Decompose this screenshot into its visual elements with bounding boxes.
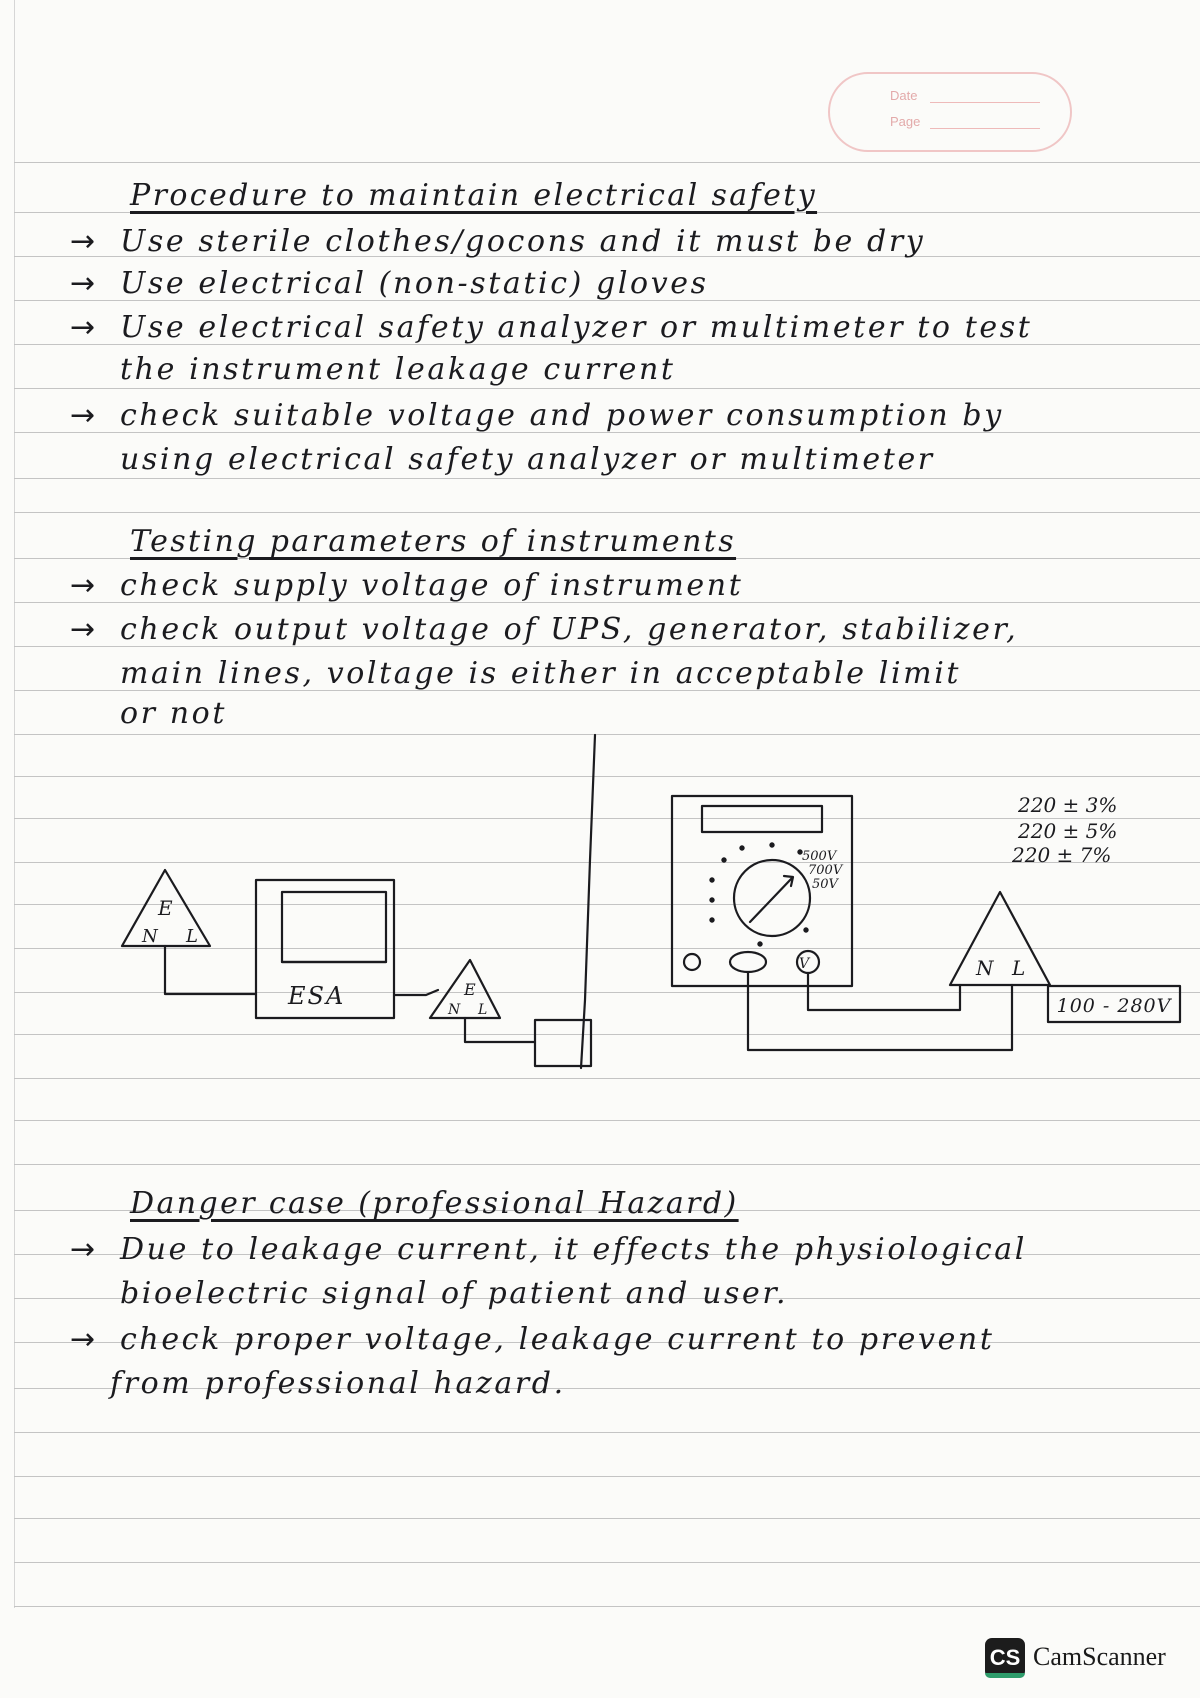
socket-n: N: [976, 956, 994, 980]
logo-text: CS: [989, 1645, 1021, 1670]
danger-item: [70, 1232, 1027, 1267]
small-plug-l: L: [478, 1002, 488, 1018]
item-text: Use sterile clothes/gocons and it must be dry: [120, 224, 926, 259]
range-label-0: 500V: [802, 849, 837, 864]
left-plug-l: L: [186, 926, 198, 947]
esa-screen: [282, 892, 386, 962]
danger-item-continued: [110, 1366, 566, 1401]
arrow-icon: →: [70, 1232, 98, 1267]
procedure-heading: Procedure to maintain electrical safety: [130, 178, 818, 213]
item-text: check supply voltage of instrument: [120, 568, 744, 603]
wire-plug-to-esa: [165, 946, 256, 994]
item-text: check proper voltage, leakage current to prevent: [120, 1322, 995, 1357]
left-plug-n: N: [142, 926, 158, 947]
tolerance-1: 220 ± 5%: [1018, 819, 1118, 843]
item-text: check suitable voltage and power consumption by: [120, 398, 1004, 433]
socket-l: L: [1012, 956, 1026, 980]
wire-meter-v-to-socket: [808, 973, 960, 1010]
arrow-icon: →: [70, 568, 98, 603]
range-label-1: 700V: [808, 863, 843, 878]
page-label: Page: [890, 114, 921, 129]
small-plug-n: N: [448, 1002, 461, 1018]
item-text: or not: [120, 696, 227, 731]
logo-accent: [985, 1673, 1025, 1678]
port-com: [684, 954, 700, 970]
arrow-icon: →: [70, 1322, 98, 1357]
small-plug-e: E: [464, 980, 476, 999]
item-text: the instrument leakage current: [120, 352, 676, 387]
testing-heading: Testing parameters of instruments: [130, 524, 737, 559]
arrow-icon: →: [70, 310, 98, 345]
tolerance-2: 220 ± 7%: [1012, 843, 1112, 867]
wire-plug-to-device: [465, 1018, 535, 1042]
tolerance-0: 220 ± 3%: [1018, 793, 1118, 817]
arrow-icon: →: [70, 224, 98, 259]
esa-label: ESA: [288, 982, 346, 1010]
item-text: Use electrical safety analyzer or multimeter to test: [120, 310, 1033, 345]
danger-item: [70, 1322, 995, 1357]
arrow-icon: →: [70, 266, 98, 301]
item-text: Use electrical (non-static) gloves: [120, 266, 709, 301]
camscanner-logo: [985, 1638, 1025, 1678]
divider-line: [581, 735, 595, 1068]
range-box-label: 100 - 280V: [1056, 995, 1172, 1017]
wire-esa-to-plug: [394, 990, 438, 995]
danger-heading: Danger case (professional Hazard): [130, 1186, 739, 1221]
item-text: Due to leakage current, it effects the physiological: [120, 1232, 1027, 1267]
date-label: Date: [890, 88, 918, 103]
item-text: main lines, voltage is either in acceptable limit: [120, 656, 962, 691]
item-text: using electrical safety analyzer or multimeter: [120, 442, 935, 477]
right-socket-triangle: [950, 892, 1050, 985]
item-text: from professional hazard.: [110, 1366, 566, 1401]
range-label-2: 50V: [812, 877, 838, 892]
left-plug-e: E: [158, 896, 173, 920]
item-text: bioelectric signal of patient and user.: [120, 1276, 789, 1311]
port-v-label: V: [798, 956, 810, 972]
multimeter-display: [702, 806, 822, 832]
camscanner-brand: CamScanner: [1033, 1642, 1166, 1671]
danger-item-continued: [120, 1276, 788, 1311]
arrow-icon: →: [70, 398, 98, 433]
port-a: [730, 952, 766, 972]
arrow-icon: →: [70, 612, 98, 647]
item-text: check output voltage of UPS, generator, stabilizer,: [120, 612, 1019, 647]
